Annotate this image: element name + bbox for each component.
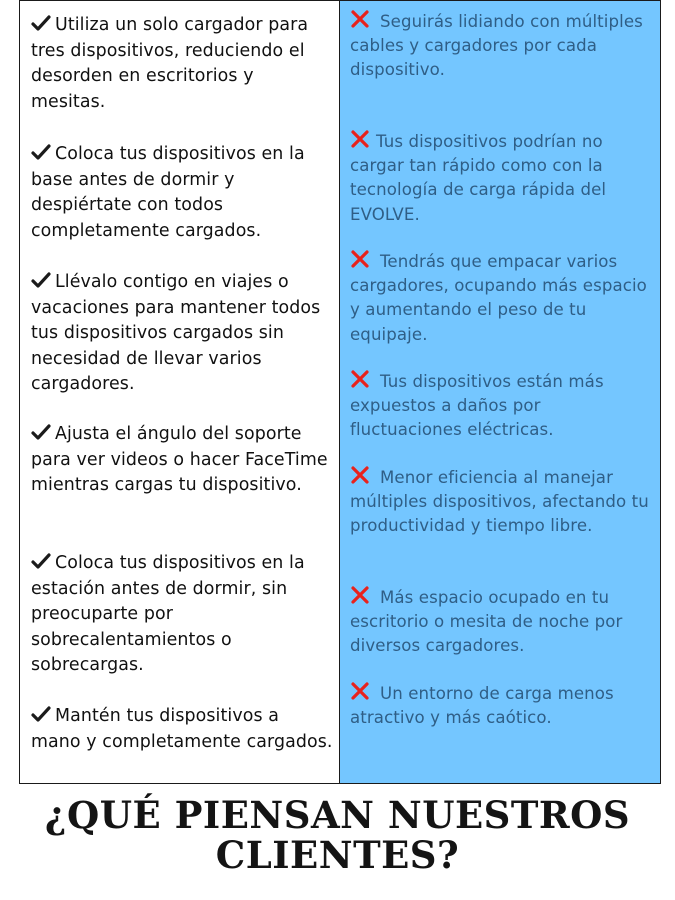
drawback-item: Menor eficiencia al manejar múltiples dispositivos, afectando tu productividad y tiempo libre.	[350, 465, 656, 539]
check-icon	[31, 15, 51, 31]
benefit-item: Utiliza un solo cargador para tres dispositivos, reduciendo el desorden en escritorios y mesitas.	[31, 15, 309, 112]
cross-icon	[350, 9, 370, 29]
drawbacks-column	[340, 1, 660, 783]
benefit-item: Coloca tus dispositivos en la base antes de dormir y despiértate con todos completamente cargados.	[31, 144, 305, 241]
benefit-item: Ajusta el ángulo del soporte para ver videos o hacer FaceTime mientras cargas tu dispositivo.	[31, 424, 328, 496]
drawback-item: Tendrás que empacar varios cargadores, ocupando más espacio y aumentando el peso de tu equipaje.	[350, 249, 656, 347]
drawback-item: Tus dispositivos están más expuestos a daños por fluctuaciones eléctricas.	[350, 369, 656, 443]
check-icon	[31, 424, 51, 440]
cross-icon	[350, 585, 370, 605]
check-icon	[31, 553, 51, 569]
cross-icon	[350, 249, 370, 269]
cross-icon	[350, 465, 370, 485]
benefits-column	[20, 1, 340, 783]
comparison-table	[19, 0, 661, 784]
benefit-item: Llévalo contigo en viajes o vacaciones para mantener todos tus dispositivos cargados sin necesidad de llevar varios cargadores.	[31, 272, 321, 395]
drawback-item: Tus dispositivos podrían no cargar tan rápido como con la tecnología de carga rápida del EVOLVE.	[350, 129, 656, 227]
check-icon	[31, 706, 51, 722]
cross-icon	[350, 369, 370, 389]
benefit-item: Coloca tus dispositivos en la estación antes de dormir, sin preocuparte por sobrecalentamientos o sobrecargas.	[31, 553, 305, 676]
cross-icon	[350, 129, 370, 149]
section-title: ¿QUÉ PIENSAN NUESTROS CLIENTES?	[44, 793, 631, 877]
check-icon	[31, 272, 51, 288]
check-icon	[31, 144, 51, 160]
drawback-item: Un entorno de carga menos atractivo y más caótico.	[350, 681, 656, 730]
drawback-item: Más espacio ocupado en tu escritorio o mesita de noche por diversos cargadores.	[350, 585, 656, 659]
drawback-item: Seguirás lidiando con múltiples cables y cargadores por cada dispositivo.	[350, 9, 656, 83]
benefit-item: Mantén tus dispositivos a mano y completamente cargados.	[31, 706, 333, 752]
cross-icon	[350, 681, 370, 701]
